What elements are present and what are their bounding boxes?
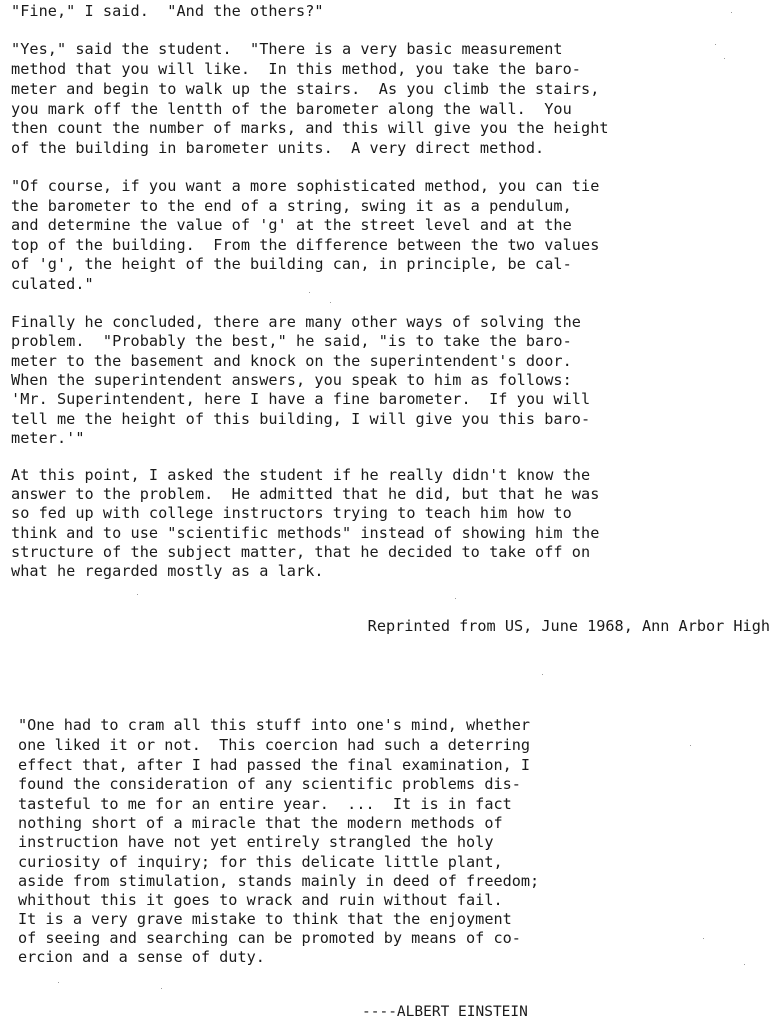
text-line: Finally he concluded, there are many other ways of solving the bbox=[11, 313, 582, 331]
text-line: of the building in barometer units. A very direct method. bbox=[11, 139, 545, 157]
text-line: meter and begin to walk up the stairs. As you climb the stairs, bbox=[11, 80, 600, 98]
text-line: what he regarded mostly as a lark. bbox=[11, 562, 324, 580]
text-line: tell me the height of this building, I will give you this baro- bbox=[11, 410, 591, 428]
text-line: so fed up with college instructors trying to teach him how to bbox=[11, 504, 572, 522]
text-line: top of the building. From the difference between the two values bbox=[11, 236, 600, 254]
text-line: "Yes," said the student. "There is a very basic measurement bbox=[11, 40, 563, 58]
quote-line: "One had to cram all this stuff into one's mind, whether bbox=[18, 716, 531, 734]
quote-line: ercion and a sense of duty. bbox=[18, 948, 265, 966]
text-line: the barometer to the end of a string, swing it as a pendulum, bbox=[11, 197, 572, 215]
text-line: "Of course, if you want a more sophisticated method, you can tie bbox=[11, 177, 600, 195]
text-line: 'Mr. Superintendent, here I have a fine barometer. If you will bbox=[11, 390, 591, 408]
text-line: "Fine," I said. "And the others?" bbox=[11, 2, 324, 20]
text-line: When the superintendent answers, you speak to him as follows: bbox=[11, 371, 572, 389]
quote-line: nothing short of a miracle that the modern methods of bbox=[18, 814, 503, 832]
reprint-credit: Reprinted from US, June 1968, Ann Arbor High bbox=[367, 617, 770, 635]
quote-attribution: ----ALBERT EINSTEIN bbox=[362, 1004, 528, 1020]
text-line: answer to the problem. He admitted that he did, but that he was bbox=[11, 485, 600, 503]
text-line: structure of the subject matter, that he decided to take off on bbox=[11, 543, 591, 561]
quote-line: curiosity of inquiry; for this delicate little plant, bbox=[18, 853, 503, 871]
quote-line: instruction have not yet entirely strangled the holy bbox=[18, 833, 494, 851]
text-line: At this point, I asked the student if he really didn't know the bbox=[11, 466, 591, 484]
quote-line: tasteful to me for an entire year. ... It is in fact bbox=[18, 795, 512, 813]
quote-line: found the consideration of any scientific problems dis- bbox=[18, 775, 521, 793]
quote-line: It is a very grave mistake to think that the enjoyment bbox=[18, 910, 512, 928]
text-line: problem. "Probably the best," he said, "is to take the baro- bbox=[11, 332, 572, 350]
text-line: culated." bbox=[11, 275, 94, 293]
text-line: then count the number of marks, and this will give you the height bbox=[11, 119, 609, 137]
text-line: meter to the basement and knock on the superintendent's door. bbox=[11, 352, 572, 370]
text-line: think and to use "scientific methods" instead of showing him the bbox=[11, 524, 600, 542]
quote-line: of seeing and searching can be promoted by means of co- bbox=[18, 929, 521, 947]
quote-line: one liked it or not. This coercion had such a deterring bbox=[18, 736, 531, 754]
quote-line: whithout this it goes to wrack and ruin without fail. bbox=[18, 891, 503, 909]
quote-line: aside from stimulation, stands mainly in deed of freedom; bbox=[18, 872, 540, 890]
text-line: meter.'" bbox=[11, 429, 85, 447]
quote-line: effect that, after I had passed the final examination, I bbox=[18, 756, 531, 774]
text-line: method that you will like. In this method, you take the baro- bbox=[11, 60, 582, 78]
text-line: you mark off the lentth of the barometer along the wall. You bbox=[11, 100, 572, 118]
text-line: and determine the value of 'g' at the street level and at the bbox=[11, 216, 572, 234]
text-line: of 'g', the height of the building can, in principle, be cal- bbox=[11, 255, 572, 273]
